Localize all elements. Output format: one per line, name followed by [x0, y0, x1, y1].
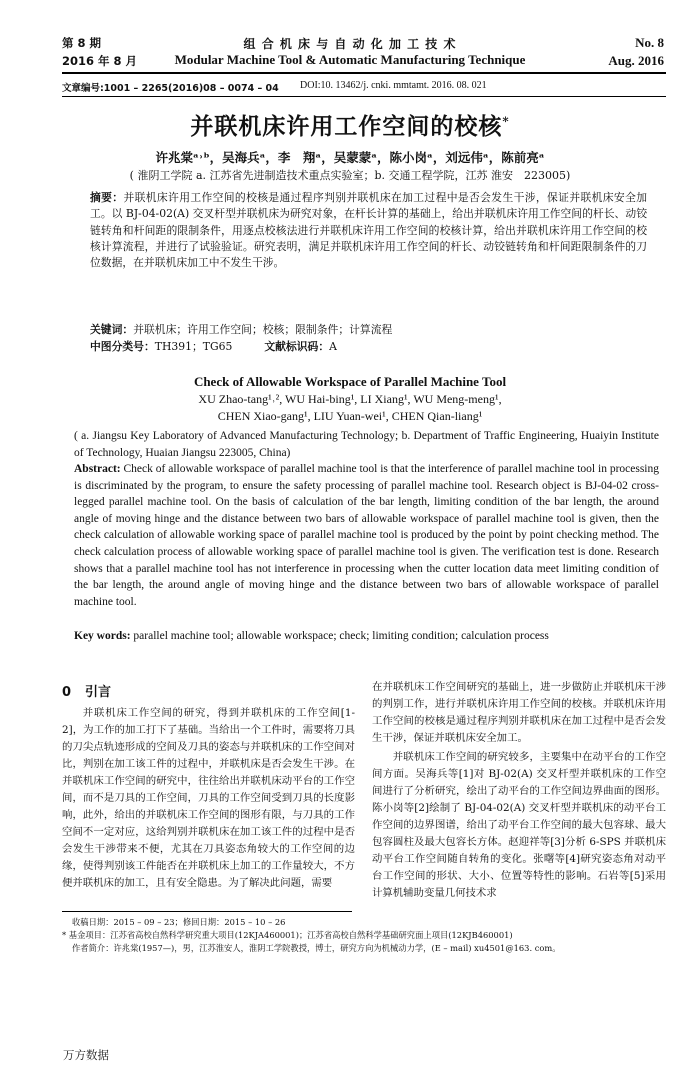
footnote-fund: * 基金项目：江苏省高校自然科学研究重大项目(12KJA460001)；江苏省高校自然科学基础研究面上项目(12KJB460001) [62, 930, 513, 940]
issue-date-cn: 2016 年 8 月 [62, 54, 138, 68]
title-en: Check of Allowable Workspace of Parallel Machine Tool [193, 374, 507, 389]
intro-column-2-para-2: 并联机床工作空间的研究较多，主要集中在动平台的工作空间方面。吴海兵等[1]对 BJ-02(A) 交叉杆型并联机床的工作空间进行了分析研究，绘出了动平台的工作空间边界曲面的图形。陈小岗等[2]绘制了 BJ-04-02(A) 交叉杆型并联机床的动平台工作空间的边界图谱，给出了动平台工作空间的最大包容球、最大包容圆柱及最大包容长方体。赵迎祥等[3]分析 6-SPS 并联机床动平台工作空间随自转角的变化。张曙等[4]研究姿态角对动平台工作空间的形状、大小、位置等特性的影响。石岩等[5]采用计算机辅助变量几何技术求 [372, 751, 666, 899]
abstract-en: Abstract: Check of allowable workspace of parallel machine tool is that the interference of parallel machine tool in processing is discriminated by the program, to ensure the safety processing of parallel machine tool. Research object is BJ-04-02 cross-legged parallel machine tool. On the basis of calculation of the bar length, limiting condition of the bar length, the around angle of moving hinge and the distance between two bars of allowable workspace of parallel machine tool is given, then the check calculation of allowable working space of parallel machine tool is produced by the point by point checking method. The check calculation process of allowable working space of parallel machine tool is given. The verification test is done. Research shows that a parallel machine tool has not interference in processing when the cutter location data meet limiting condition of the bar length, the around angle of moving hinge and the distance between two bars of allowable workspace of parallel machine tool. [74, 463, 660, 608]
issue-date-en: Aug. 2016 [608, 53, 664, 68]
watermark: 万方数据 [63, 1048, 109, 1062]
section-heading: 0 引言 [62, 685, 112, 700]
footnote-author-bio: 作者简介：许兆棠(1957—)，男，江苏淮安人，淮阴工学院教授，博士，研究方向为机械动力学，(E – mail) xu4501@163. com。 [72, 943, 561, 953]
keywords-en: Key words: parallel machine tool; allowable workspace; check; limiting condition; calculation process [74, 630, 549, 642]
abstract-cn: 摘要：并联机床许用工作空间的校核是通过程序判别并联机床在加工过程中是否会发生干涉，保证并联机床安全加工。以 BJ-04-02(A) 交叉杆型并联机床为研究对象，在杆长计算的基础上，给出并联机床许用工作空间的杆长、动铰链转角和杆间距的限制条件，用逐点校核法进行并联机床许用工作空间的校核计算，给出并联机床许用工作空间的校核计算流程，并进行了试验验证。研究表明，满足并联机床许用工作空间的杆长、动铰链转角和杆间距限制条件的刀位数据，在并联机床加工中不发生干涉。 [90, 191, 648, 270]
intro-column-2-para-1: 在并联机床工作空间研究的基础上，进一步做防止并联机床干涉的判别工作，进行并联机床许用工作空间的校核。并联机床许用工作空间的校核是通过程序判别并联机床在加工过程中是否会发生干涉，保证并联机床安全加工。 [372, 681, 666, 744]
doi: DOI:10. 13462/j. cnki. mmtamt. 2016. 08. 021 [300, 80, 487, 91]
authors-en-line1: XU Zhao-tang¹˒², WU Hai-bing¹, LI Xiang¹, WU Meng-meng¹, [198, 392, 502, 406]
title-cn: 并联机床许用工作空间的校核* [190, 113, 510, 140]
footnote-dates: 收稿日期：2015 – 09 – 23；修回日期：2015 – 10 – 26 [72, 917, 286, 927]
affiliation-cn: ( 淮阴工学院 a. 江苏省先进制造技术重点实验室；b. 交通工程学院，江苏 淮安 223005) [129, 169, 571, 182]
journal-name-cn: 组 合 机 床 与 自 动 化 加 工 技 术 [243, 37, 457, 51]
classification-cn: 中图分类号：TH391；TG65 文献标识码：A [90, 340, 337, 353]
article-number: 文章编号:1001 – 2265(2016)08 – 0074 – 04 [62, 83, 279, 94]
footnote-rule [62, 911, 352, 912]
issue-number-en: No. 8 [635, 35, 664, 50]
affiliation-en: ( a. Jiangsu Key Laboratory of Advanced Manufacturing Technology; b. Department of Traffic Engineering, Huaiyin Institute of Technology, Huaian Jiangsu 223005, China) [74, 430, 659, 459]
meta-rule [62, 96, 666, 97]
journal-name-en: Modular Machine Tool & Automatic Manufacturing Technique [174, 52, 526, 67]
keywords-cn: 关键词：并联机床；许用工作空间；校核；限制条件；计算流程 [90, 323, 393, 336]
issue-number-cn: 第 8 期 [62, 36, 102, 50]
header-rule [62, 72, 666, 74]
authors-cn: 许兆棠ᵃ˒ᵇ，吴海兵ᵃ，李 翔ᵃ，吴蒙蒙ᵃ，陈小岗ᵃ，刘远伟ᵃ，陈前亮ᵃ [155, 150, 545, 165]
intro-column-1: 并联机床工作空间的研究，得到并联机床的工作空间[1-2]，为工作的加工打下了基础。当给出一个工件时，需要将刀具的刀尖点轨迹形成的空间及刀具的姿态与并联机床的工作空间对比，判别在加工该工件的过程中，并联机床是否会发生干涉。在并联机床工作空间的研究中，往往给出并联机床动平台的工作空间，而不是刀具的工作空间，刀具的工作空间受到刀具的长度影响，此外，给出的并联机床工作空间的图形有限，与刀具的工作空间不一定对应，这给判别并联机床在加工该工件的过程中是否会发生干涉带来不便，尤其在刀具姿态角较大的工作空间的边缘，使得判别该工件能否在并联机床上加工的工作量较大，不方便并联机床的加工，且有安全隐患。为了解决此问题，需要 [62, 707, 355, 889]
authors-en-line2: CHEN Xiao-gang¹, LIU Yuan-wei¹, CHEN Qian-liang¹ [217, 409, 483, 423]
